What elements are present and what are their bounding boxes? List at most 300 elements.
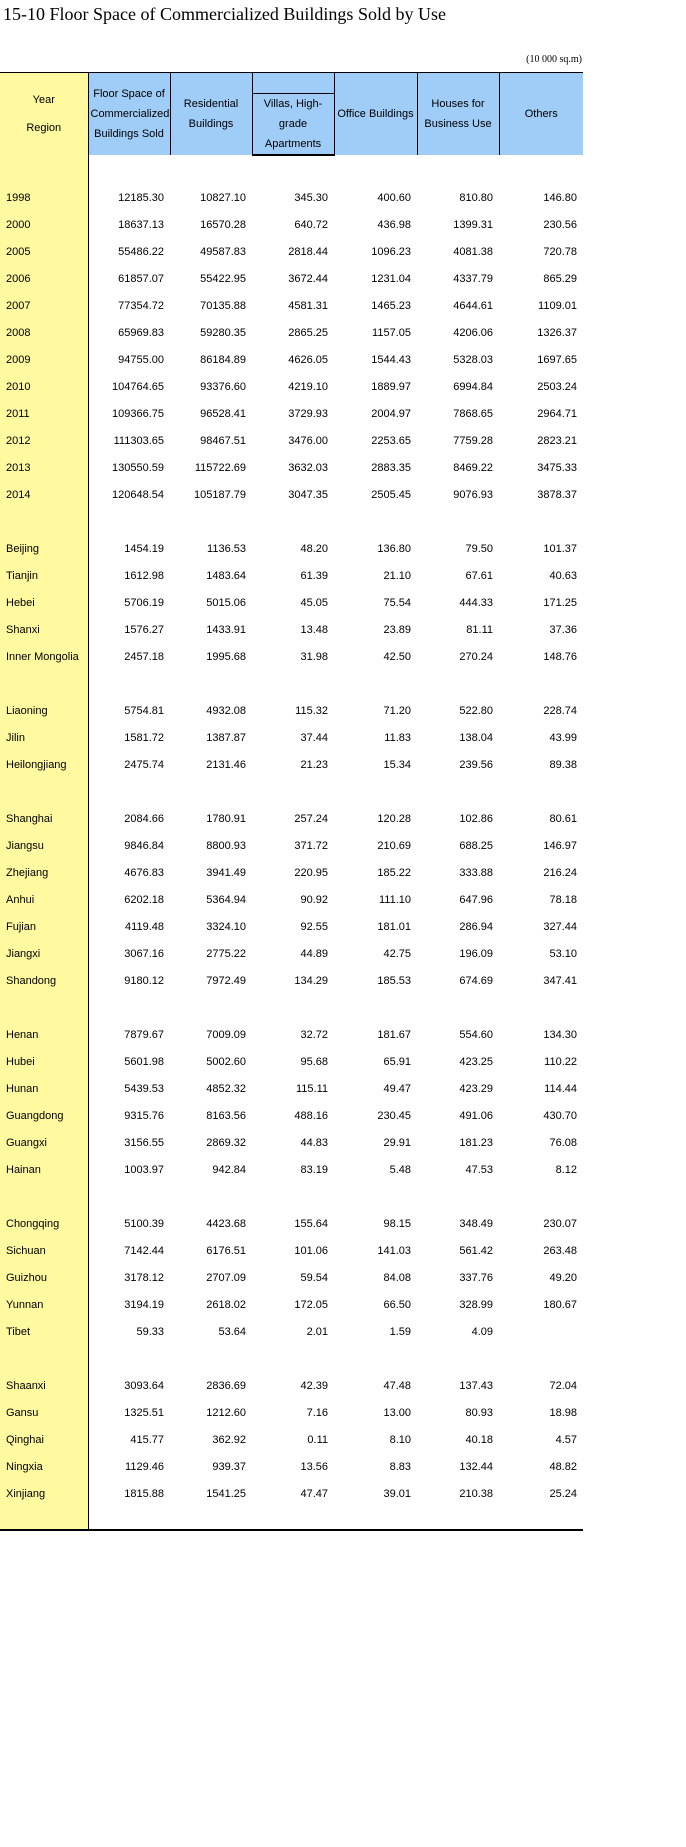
region-cell: 2000 [0,211,88,238]
business-cell: 1399.31 [453,218,493,231]
total-cell: 1581.72 [124,731,164,744]
office-cell: 1465.23 [371,299,411,312]
table-body [0,155,583,1530]
others-cell: 49.20 [549,1271,577,1284]
total-cell: 2457.18 [124,650,164,663]
office-cell: 65.91 [383,1055,411,1068]
residential-cell: 5002.60 [206,1055,246,1068]
residential-cell: 4932.08 [206,704,246,717]
spacer-cell [170,1345,252,1372]
spacer-cell [0,778,88,805]
residential-cell: 2707.09 [206,1271,246,1284]
table-row [0,1237,583,1264]
total-cell: 1454.19 [124,542,164,555]
villas-cell: 45.05 [300,596,328,609]
spacer-cell [334,508,417,535]
office-cell: 111.10 [378,893,411,906]
residential-cell: 105187.79 [194,488,246,501]
office-cell: 1157.05 [372,326,411,339]
villas-cell: 2.01 [306,1325,328,1338]
villas-cell: 4581.31 [288,299,328,312]
residential-cell: 1433.91 [206,623,246,636]
office-cell: 66.50 [383,1298,411,1311]
others-cell: 1326.37 [537,326,577,339]
business-cell: 491.06 [459,1109,493,1122]
spacer-cell [88,1345,170,1372]
villas-cell: 13.56 [300,1460,328,1473]
table-row [0,211,583,238]
villas-cell: 3729.93 [288,407,328,420]
office-cell: 71.20 [383,704,411,717]
total-cell: 9846.84 [124,839,164,852]
total-cell: 61857.07 [118,272,164,285]
office-cell: 75.54 [383,596,411,609]
office-cell: 1096.23 [371,245,411,258]
residential-cell: 53.64 [218,1325,246,1338]
spacer-cell [88,778,170,805]
total-cell: 111303.65 [113,434,164,447]
business-cell: 40.18 [465,1433,493,1446]
region-cell: Heilongjiang [0,751,88,778]
region-cell: 2006 [0,265,88,292]
villas-cell: 3476.00 [288,434,328,447]
residential-cell: 2869.32 [206,1136,246,1149]
region-cell: Jilin [0,724,88,751]
region-cell: Fujian [0,913,88,940]
residential-cell: 70135.88 [200,299,246,312]
spacer-cell [170,778,252,805]
region-cell: Jiangxi [0,940,88,967]
spacer-row [0,1345,583,1372]
office-cell: 47.48 [383,1379,411,1392]
table-row [0,913,583,940]
table-row [0,373,583,400]
table-row [0,643,583,670]
spacer-row [0,994,583,1021]
header-year-region [0,73,88,156]
table-row [0,1372,583,1399]
business-cell: 674.69 [459,974,493,987]
villas-cell: 47.47 [300,1487,328,1500]
spacer-cell [499,155,583,184]
spacer-cell [417,778,499,805]
spacer-cell [499,508,583,535]
table-row [0,967,583,994]
office-cell: 210.69 [377,839,411,852]
total-cell: 1003.97 [124,1163,164,1176]
region-cell: Sichuan [0,1237,88,1264]
villas-cell: 257.24 [294,812,328,825]
spacer-cell [417,670,499,697]
others-cell: 171.25 [543,596,577,609]
table-row [0,427,583,454]
total-cell: 3093.64 [124,1379,164,1392]
office-cell: 15.34 [383,758,411,771]
total-cell: 5601.98 [124,1055,164,1068]
villas-cell: 95.68 [300,1055,328,1068]
others-cell: 230.07 [543,1217,577,1230]
business-cell: 348.49 [459,1217,493,1230]
region-cell: 1998 [0,184,88,211]
spacer-cell [417,994,499,1021]
region-cell: Shanghai [0,805,88,832]
villas-cell: 155.64 [294,1217,328,1230]
region-cell: 2012 [0,427,88,454]
spacer-cell [0,1345,88,1372]
spacer-cell [252,994,334,1021]
business-cell: 561.42 [459,1244,493,1257]
table-row [0,1426,583,1453]
spacer-cell [88,155,170,184]
spacer-cell [170,1183,252,1210]
business-cell: 196.09 [459,947,493,960]
spacer-cell [252,1507,334,1530]
others-cell: 1697.65 [537,353,577,366]
spacer-cell [170,1507,252,1530]
business-cell: 810.80 [459,191,493,204]
others-cell: 2503.24 [537,380,577,393]
page-title: 15-10 Floor Space of Commercialized Buildings Sold by Use [3,4,446,24]
villas-cell: 42.39 [300,1379,328,1392]
others-cell: 8.12 [555,1163,577,1176]
villas-cell: 220.95 [294,866,328,879]
header-villas: Villas, High-grade Apartments [252,94,334,156]
region-cell: Shanxi [0,616,88,643]
others-cell: 865.29 [543,272,577,285]
villas-cell: 21.23 [300,758,328,771]
villas-cell: 44.83 [300,1136,328,1149]
office-cell: 29.91 [383,1136,411,1149]
spacer-cell [334,1345,417,1372]
total-cell: 1129.46 [125,1460,164,1473]
spacer-cell [499,1345,583,1372]
total-cell: 5100.39 [124,1217,164,1230]
region-cell: Jiangsu [0,832,88,859]
spacer-cell [334,994,417,1021]
villas-cell: 640.72 [294,218,328,231]
office-cell: 136.80 [377,542,411,555]
spacer-cell [417,155,499,184]
others-cell: 4.57 [555,1433,577,1446]
others-cell: 89.38 [549,758,577,771]
total-cell: 2475.74 [124,758,164,771]
villas-cell: 61.39 [300,569,328,582]
header-office: Office Buildings [334,73,417,156]
others-cell: 114.44 [544,1082,577,1095]
residential-cell: 2618.02 [206,1298,246,1311]
office-cell: 1231.04 [371,272,411,285]
business-cell: 102.86 [459,812,493,825]
residential-cell: 5364.94 [206,893,246,906]
villas-cell: 101.06 [294,1244,328,1257]
office-cell: 39.01 [383,1487,411,1500]
data-table-container [0,72,583,1531]
table-row [0,346,583,373]
others-cell: 80.61 [549,812,577,825]
business-cell: 4206.06 [453,326,493,339]
villas-cell: 92.55 [300,920,328,933]
spacer-row [0,778,583,805]
total-cell: 59.33 [136,1325,164,1338]
spacer-cell [0,155,88,184]
business-cell: 81.11 [466,623,493,636]
spacer-cell [88,994,170,1021]
others-cell: 3475.33 [537,461,577,474]
region-cell: Hebei [0,589,88,616]
unit-label: (10 000 sq.m) [526,54,582,65]
total-cell: 5439.53 [124,1082,164,1095]
total-cell: 3178.12 [124,1271,164,1284]
business-cell: 286.94 [459,920,493,933]
residential-cell: 939.37 [212,1460,246,1473]
region-cell: Chongqing [0,1210,88,1237]
region-cell: Xinjiang [0,1480,88,1507]
total-cell: 55486.22 [118,245,164,258]
spacer-cell [252,1183,334,1210]
business-cell: 4337.79 [453,272,493,285]
region-cell: Yunnan [0,1291,88,1318]
others-cell: 148.76 [543,650,577,663]
spacer-cell [417,508,499,535]
business-cell: 337.76 [459,1271,493,1284]
residential-cell: 1136.53 [207,542,246,555]
residential-cell: 96528.41 [200,407,246,420]
table-row [0,1210,583,1237]
table-row [0,265,583,292]
total-cell: 104764.65 [112,380,164,393]
others-cell: 2823.21 [537,434,577,447]
others-cell: 53.10 [549,947,577,960]
header-total: Floor Space of Commercialized Buildings Sold [88,73,170,156]
others-cell: 2964.71 [537,407,577,420]
total-cell: 1576.27 [124,623,164,636]
business-cell: 79.50 [465,542,493,555]
total-cell: 6202.18 [124,893,164,906]
business-cell: 4081.38 [453,245,493,258]
header-others: Others [499,73,583,156]
header-year-region-label: Year Region [26,94,62,134]
table-row [0,1291,583,1318]
villas-cell: 37.44 [300,731,328,744]
others-cell: 720.78 [543,245,577,258]
residential-cell: 1541.25 [206,1487,246,1500]
total-cell: 1325.51 [124,1406,164,1419]
residential-cell: 1212.60 [206,1406,246,1419]
villas-cell: 59.54 [300,1271,328,1284]
business-cell: 181.23 [459,1136,493,1149]
villas-cell: 2865.25 [288,326,328,339]
business-cell: 333.88 [459,866,493,879]
office-cell: 8.83 [389,1460,411,1473]
spacer-cell [499,1183,583,1210]
office-cell: 1544.43 [371,353,411,366]
others-cell: 78.18 [549,893,577,906]
villas-cell: 83.19 [300,1163,328,1176]
region-cell: Qinghai [0,1426,88,1453]
total-cell: 3067.16 [124,947,164,960]
office-cell: 2004.97 [371,407,411,420]
others-cell: 76.08 [549,1136,577,1149]
region-cell: Shandong [0,967,88,994]
table-row [0,616,583,643]
region-cell: Inner Mongolia [0,643,88,670]
business-cell: 4644.61 [453,299,493,312]
table-row [0,1318,583,1345]
spacer-cell [417,1507,499,1530]
business-cell: 554.60 [459,1028,493,1041]
spacer-cell [88,1183,170,1210]
spacer-cell [252,155,334,184]
table-row [0,1453,583,1480]
office-cell: 84.08 [383,1271,411,1284]
villas-cell: 3047.35 [288,488,328,501]
spacer-cell [252,670,334,697]
total-cell: 3194.19 [124,1298,164,1311]
office-cell: 400.60 [377,191,411,204]
villas-cell: 44.89 [300,947,328,960]
total-cell: 1815.88 [124,1487,164,1500]
office-cell: 1889.97 [371,380,411,393]
total-cell: 9180.12 [124,974,164,987]
others-cell: 110.22 [544,1055,577,1068]
office-cell: 23.89 [383,623,411,636]
residential-cell: 5015.06 [206,596,246,609]
others-cell: 228.74 [543,704,577,717]
others-cell: 180.67 [543,1298,577,1311]
villas-cell: 115.11 [295,1082,328,1095]
villas-cell: 32.72 [300,1028,328,1041]
spacer-cell [499,1507,583,1530]
business-cell: 328.99 [459,1298,493,1311]
villas-cell: 172.05 [294,1298,328,1311]
residential-cell: 3324.10 [206,920,246,933]
header-residential: Residential Buildings [170,73,252,156]
villas-cell: 31.98 [300,650,328,663]
total-cell: 9315.76 [124,1109,164,1122]
total-cell: 1612.98 [124,569,164,582]
spacer-cell [88,670,170,697]
total-cell: 94755.00 [118,353,164,366]
table-row [0,1399,583,1426]
villas-cell: 4626.05 [288,353,328,366]
spacer-cell [170,994,252,1021]
table-row [0,1075,583,1102]
residential-cell: 6176.51 [206,1244,246,1257]
residential-cell: 1483.64 [206,569,246,582]
region-cell: Liaoning [0,697,88,724]
business-cell: 7868.65 [453,407,493,420]
table-row [0,481,583,508]
residential-cell: 115722.69 [194,461,246,474]
table-row [0,832,583,859]
residential-cell: 8800.93 [206,839,246,852]
residential-cell: 3941.49 [206,866,246,879]
spacer-cell [252,778,334,805]
office-cell: 98.15 [383,1217,411,1230]
table-row [0,589,583,616]
spacer-cell [0,994,88,1021]
others-cell: 216.24 [543,866,577,879]
residential-cell: 7009.09 [206,1028,246,1041]
table-row [0,1102,583,1129]
others-cell: 18.98 [549,1406,577,1419]
villas-cell: 13.48 [300,623,328,636]
spacer-cell [88,1507,170,1530]
residential-cell: 1387.87 [206,731,246,744]
office-cell: 230.45 [377,1109,411,1122]
others-cell: 146.80 [543,191,577,204]
total-cell: 130550.59 [112,461,164,474]
spacer-cell [0,670,88,697]
table-row [0,319,583,346]
table-row [0,454,583,481]
office-cell: 2883.35 [371,461,411,474]
total-cell: 18637.13 [118,218,164,231]
spacer-cell [0,508,88,535]
spacer-cell [417,1183,499,1210]
region-cell: Guizhou [0,1264,88,1291]
villas-cell: 7.16 [306,1406,328,1419]
spacer-cell [0,1507,88,1530]
total-cell: 4676.83 [124,866,164,879]
residential-cell: 59280.35 [200,326,246,339]
office-cell: 2505.45 [371,488,411,501]
office-cell: 436.98 [377,218,411,231]
business-cell: 647.96 [459,893,493,906]
spacer-cell [334,155,417,184]
total-cell: 5754.81 [124,704,164,717]
table-row [0,859,583,886]
office-cell: 185.53 [377,974,411,987]
business-cell: 239.56 [459,758,493,771]
business-cell: 137.43 [459,1379,493,1392]
total-cell: 2084.66 [124,812,164,825]
table-row [0,1021,583,1048]
header-residential-spacer [252,73,334,94]
region-cell: 2005 [0,238,88,265]
villas-cell: 3672.44 [288,272,328,285]
office-cell: 42.75 [383,947,411,960]
residential-cell: 362.92 [212,1433,246,1446]
office-cell: 13.00 [383,1406,411,1419]
others-cell: 3878.37 [537,488,577,501]
spacer-cell [334,778,417,805]
residential-cell: 2836.69 [206,1379,246,1392]
residential-cell: 4852.32 [206,1082,246,1095]
others-cell: 347.41 [543,974,577,987]
office-cell: 120.28 [377,812,411,825]
residential-cell: 2131.46 [206,758,246,771]
spacer-cell [170,670,252,697]
spacer-cell [499,994,583,1021]
others-cell: 263.48 [543,1244,577,1257]
spacer-row [0,1507,583,1530]
business-cell: 7759.28 [453,434,493,447]
residential-cell: 10827.10 [200,191,246,204]
residential-cell: 2775.22 [206,947,246,960]
business-cell: 9076.93 [453,488,493,501]
table-row [0,535,583,562]
office-cell: 1.59 [389,1325,411,1338]
table-row [0,697,583,724]
region-cell: 2014 [0,481,88,508]
spacer-cell [0,1183,88,1210]
business-cell: 8469.22 [453,461,493,474]
region-cell: Hainan [0,1156,88,1183]
spacer-row [0,1183,583,1210]
residential-cell: 4423.68 [206,1217,246,1230]
spacer-cell [334,1507,417,1530]
